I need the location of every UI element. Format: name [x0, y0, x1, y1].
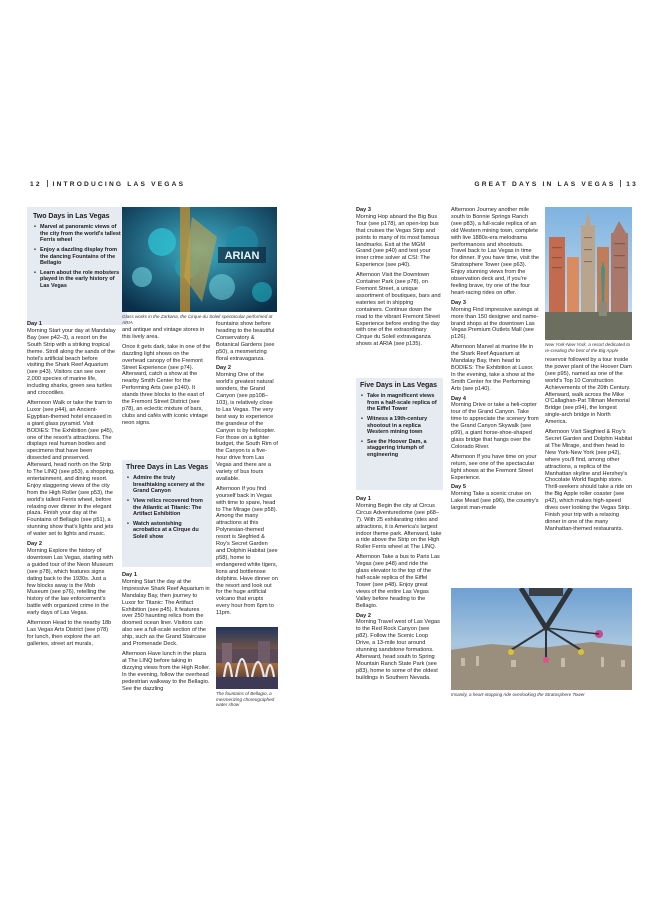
glass-works-photo — [122, 207, 277, 312]
paragraph: Morning Explore the history of downtown Las Vegas, starting with a guided tour of the Neon Museum (see p78), which features signs dating back to the 1930s. Just a few blocks away is the Mob Museum (see p76), retelling the history of the law enforcement's battle with organized crime in the early days of Las Vegas. — [27, 548, 114, 617]
day-heading: Day 1 — [356, 496, 371, 502]
three-days-title: Three Days in Las Vegas — [126, 464, 209, 471]
three-days-bullet: • Watch astonishing acrobatics at a Cirque du Soleil show — [133, 521, 209, 541]
column-3 — [216, 321, 278, 620]
five-days-bullet: • See the Hoover Dam, a staggering triumph of engineering — [367, 439, 440, 459]
fountains-caption: The fountains of Bellagio, a mesmerizing choreographed water show — [216, 691, 275, 708]
right-page-header — [474, 180, 638, 188]
five-days-title: Five Days in Las Vegas — [360, 382, 438, 389]
paragraph: Morning Start your day at Mandalay Bay (see p42–3), a resort on the South Strip with a striking tropical theme. Stroll along the sands of the hotel's artificial beach before visiting the Shark Reef Aquarium (see p43). Visitors can see over 2,000 species of marine life, including sharks, green sea turtles and crocodiles. — [27, 327, 116, 397]
two-days-bullet: • Learn about the role mobsters played in the early history of Las Vegas — [40, 270, 122, 290]
three-days-bullet: • Admire the truly breathtaking scenery at the Grand Canyon — [133, 475, 209, 495]
paragraph: Afternoon Have lunch in the plaza at The LINQ before taking in dizzying views from the High Roller. In the evening, follow the overhead pedestrian walkway to the Bellagio. See the dazzling — [122, 650, 211, 692]
day-heading: Day 3 — [356, 207, 371, 213]
column-4-top — [356, 207, 442, 351]
right-running-title: GREAT DAYS IN LAS VEGAS — [474, 181, 616, 188]
column-2-bottom — [122, 572, 211, 695]
paragraph: Afternoon Head to the nearby 18b Las Vegas Arts District (see p78) for lunch, then explore the art galleries, street art murals, — [27, 620, 112, 647]
paragraph: Morning Travel west of Las Vegas to the Red Rock Canyon (see p82). Follow the Scenic Loop Drive, a 13-mile tour around stunning sandstone formations. Afterward, head south to Spring Mountain Ranch State Park (see p83), home to some of the oldest buildings in Southern Nevada. — [356, 619, 440, 681]
day-heading: Day 2 — [27, 541, 42, 548]
column-5 — [451, 207, 539, 515]
five-days-bullet: • Witness a 19th-century shootout in a replica Western mining town — [367, 416, 440, 436]
column-1 — [27, 321, 116, 651]
day-heading: Day 1 — [122, 572, 137, 578]
fountains-photo — [216, 627, 278, 689]
paragraph: Morning Take a scenic cruise on Lake Mead (see p96), the country's largest man-made — [451, 491, 539, 512]
column-6 — [545, 357, 633, 536]
page-number-right: 13 — [626, 181, 638, 188]
paragraph: Afternoon Walk or take the tram to Luxor (see p44), an Ancient-Egyptian-themed hotel encased in a giant glass pyramid. Visit BODIES: The Exhibition (see p45), one of the resort's attractions. The displays real human bodies and specimens that have been dissected and preserved. Afterward, head north on the Strip to The LINQ (see p53), a shopping, entertainment, and dining resort. Enjoy staggering views of the city from the High Roller (see p53), the world's tallest Ferris wheel, before relaxing over dinner in the elegant plaza. Finish your day at the Fountains of Bellagio (see p51), a stunning show that's lights and jets of water set to lights and music. — [27, 399, 115, 538]
paragraph: fountains show before heading to the beautiful Conservatory & Botanical Gardens (see p50), a mesmerizing floral extravaganza. — [216, 321, 275, 362]
paragraph: Morning Hop aboard the Big Bus Tour (see p178), an open-top bus that cruises the Vegas Strip and points to many of its most famous landmarks. Exit at the MGM Grand (see p40) and test your inner crime solver at CSI: The Experience (see p40). — [356, 213, 440, 269]
insanity-ride-caption: Insanity, a heart-stopping ride overlooking the Stratosphere Tower — [451, 692, 585, 697]
three-days-bullet: • View relics recovered from the Atlantic at Titanic: The Artifact Exhibition — [133, 498, 209, 518]
new-york-new-york-photo — [545, 207, 632, 340]
photo-sign-text: ARIAN — [224, 250, 260, 262]
day-heading: Day 2 — [356, 612, 371, 619]
day-heading: Day 3 — [451, 299, 466, 306]
paragraph: Once it gets dark, take in one of the dazzling light shows on the overhead canopy of the Fremont Street Experience (see p74). Afterward, catch a show at the nearby Smith Center for the Performing Arts (see p140). It stands three blocks to the east of the Fremont Street District (see p78), an eclectic mixture of bars, clubs and cafés with iconic vintage neon signs. — [122, 343, 211, 426]
five-days-box — [356, 378, 443, 490]
day-heading: Day 1 — [27, 321, 42, 327]
paragraph: Morning One of the world's greatest natural wonders, the Grand Canyon (see pp108–103), is relatively close to Las Vegas. The very best way to experience the grandeur of the Canyon is by helicopter. For those on a tighter budget, the South Rim of the Canyon is a five-hour drive from Las Vegas and there are a variety of bus tours available. — [216, 372, 278, 482]
paragraph: Morning Drive or take a heli-copter tour of the Grand Canyon. Take time to appreciate the scenery from the Grand Canyon Skywalk (see p99), a giant horse-shoe-shaped glass bridge that hangs over the Colorado River. — [451, 402, 539, 450]
two-days-title: Two Days in Las Vegas — [33, 213, 110, 220]
left-running-title: INTRODUCING LAS VEGAS — [52, 181, 186, 188]
paragraph: Afternoon Visit the Downtown Container Park (see p78), on Fremont Street, a unique assortment of boutiques, bars and eateries set in shipping containers. Continue down the road to the vibrant Fremont Street Experience before ending the day with one of the extraordinary Cirque du Soleil extravaganza shows at ARIA (see p135). — [356, 272, 441, 348]
page-number-left: 12 — [30, 181, 42, 188]
two-days-bullet: • Marvel at panoramic views of the city from the world's tallest Ferris wheel — [40, 224, 122, 244]
column-2-top — [122, 327, 211, 430]
insanity-ride-photo — [451, 588, 632, 690]
paragraph: and antique and vintage stores in this lively area. — [122, 327, 205, 340]
paragraph: Morning Find impressive savings at more than 150 designer and name-brand shops at the downtown Las Vegas Premium Outlets Mall (see p126). — [451, 306, 539, 341]
paragraph: Afternoon Take a bus to Paris Las Vegas (see p48) and ride the glass elevator to the top of the half-scale replica of the Eiffel Tower (see p48). Enjoy great views of the entire Las Vegas Valley before heading to the Bellagio. — [356, 554, 440, 609]
paragraph: Afternoon Marvel at marine life in the Shark Reef Aquarium at Mandalay Bay, then head to BODIES: The Exhibition at Luxor. In the evening, take a show at the Smith Center for the Performing Arts (see p140). — [451, 344, 535, 392]
paragraph: Morning Start the day at the Impressive Shark Reef Aquarium in Mandalay Bay, then journey to Luxor for Titanic: The Artifact Exhibition (see p45). It features over 250 haunting relics from the doomed ocean liner. Visitors can also see a full-scale section of the ship, such as the Grand Staircase and Promenade Deck. — [122, 578, 210, 648]
day-heading: Day 4 — [451, 395, 466, 402]
left-page-header — [30, 180, 185, 188]
column-4-bottom — [356, 496, 442, 685]
three-days-box — [122, 460, 212, 567]
paragraph: Afternoon Journey another mile south to Bonnie Springs Ranch (see p83), a full-scale replica of an old Western mining town, complete with live 1880s-era melodrama performances and shootouts. Travel back to Las Vegas in time for dinner. If you have time, visit the Stratosphere Tower (see p63). Enjoy stunning views from the observation deck and, if you're feeling brave, try one of the four heart-racing rides on offer. — [451, 207, 539, 296]
paragraph: Afternoon Visit Siegfried & Roy's Secret Garden and Dolphin Habitat at The Mirage, and then head to New York-New York (see p42), where you'll find, among other attractions, a replica of the Manhattan skyline and Hershey's Chocolate World flagship store. Thrill-seekers should take a ride on the Big Apple roller coaster (see p42), which makes high-speed dives over looking the Vegas Strip. Finish your trip with a relaxing dinner in one of the many Manhattan-themed restaurants. — [545, 429, 633, 532]
two-days-bullet: • Enjoy a dazzling display from the dancing Fountains of the Bellagio — [40, 247, 122, 267]
day-heading: Day 2 — [216, 365, 231, 372]
paragraph: reservoir followed by a tour inside the power plant of the Hoover Dam (see p95), named as one of the world's Top 10 Construction Achievements of the 20th Century. Afterward, walk across the Mike O'Callaghan-Pat Tillman Memorial Bridge (see p94), the longest single-arch bridge in North America. — [545, 357, 632, 426]
paragraph: Afternoon If you find yourself back in Vegas with time to spare, head to The Mirage (see p58). Among the many attractions at this Polynesian-themed resort is Siegfried & Roy's Secret Garden and Dolphin Habitat (see p58), home to endangered white tigers, lions and bottlenose dolphins. Have dinner on the resort and look out for the huge artificial volcano that erupts every hour from 6pm to 11pm. — [216, 485, 278, 617]
glass-works-caption: Glass works in the Zarkana, the Cirque du Soleil spectacular performed at ARIA — [122, 314, 273, 325]
two-days-box — [27, 207, 127, 325]
day-heading: Day 5 — [451, 484, 466, 491]
five-days-bullet: • Take in magnificent views from a half-scale replica of the Eiffel Tower — [367, 393, 440, 413]
paragraph: Afternoon If you have time on your return, see one of the spectacular light shows at the Fremont Street Experience. — [451, 453, 537, 481]
paragraph: Morning Begin the city at Circus Circus Adventuredome (see p68–7). With 25 exhilarating rides and attractions, it is America's largest indoor theme park. Afterward, take a ride above the Strip on the High Roller Ferris wheel at The LINQ. — [356, 502, 442, 551]
new-york-new-york-caption: New York-New York, a resort dedicated to re-creating the best of the Big Apple — [545, 342, 631, 353]
